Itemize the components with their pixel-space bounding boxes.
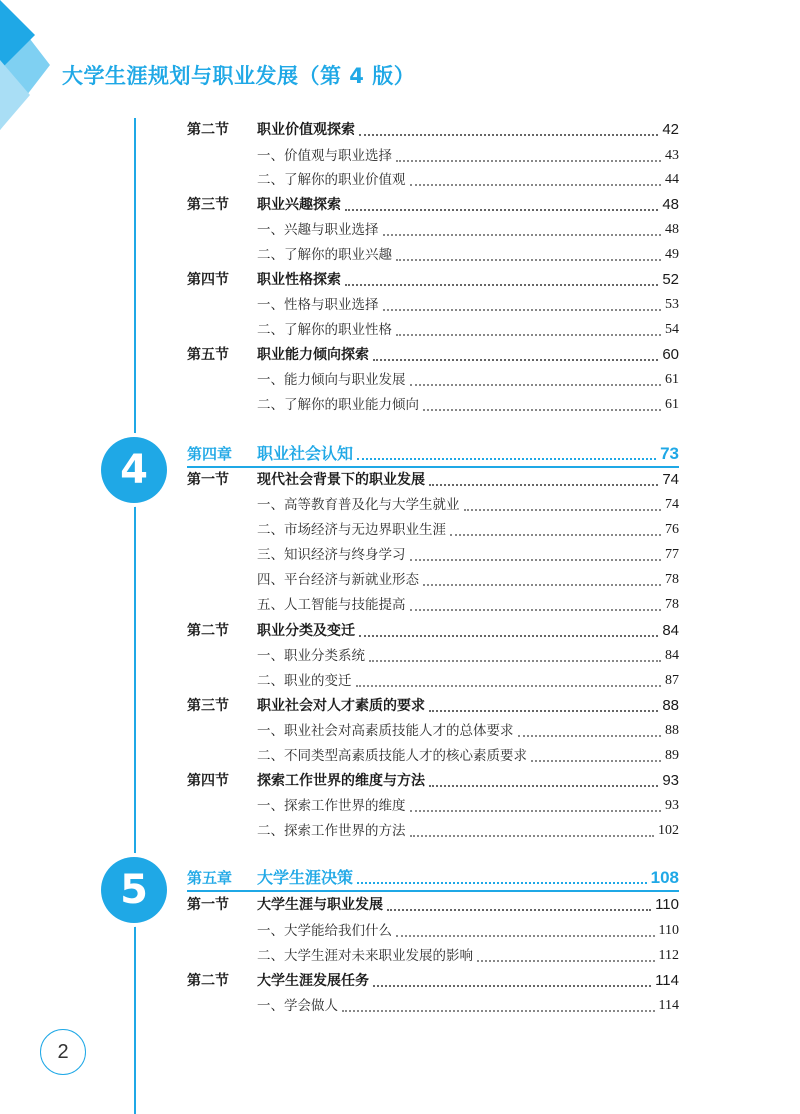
toc-section-label: 第一节 <box>187 472 229 488</box>
toc-section-row[interactable] <box>187 767 679 791</box>
toc-page-number: 61 <box>665 372 679 387</box>
toc-item-row[interactable] <box>187 591 679 615</box>
toc-section-row[interactable] <box>187 191 679 215</box>
toc-leader-dots <box>357 458 656 460</box>
toc-page-number: 49 <box>665 247 679 262</box>
toc-leader-dots <box>531 760 661 762</box>
toc-section-title: 大学生涯发展任务 <box>257 973 369 989</box>
toc-leader-dots <box>373 359 658 361</box>
toc-leader-dots <box>357 882 647 884</box>
toc-page-number: 114 <box>658 998 679 1013</box>
toc-page-number: 78 <box>665 572 679 587</box>
toc-leader-dots <box>429 710 658 712</box>
toc-chapter-title: 大学生涯决策 <box>257 868 354 887</box>
toc-section-title: 大学生涯与职业发展 <box>257 897 383 913</box>
toc-page-number: 87 <box>665 673 679 688</box>
toc-item-row[interactable] <box>187 391 679 415</box>
toc-item-title: 一、能力倾向与职业发展 <box>257 372 406 388</box>
toc-chapter-row[interactable] <box>187 440 679 464</box>
toc-item-row[interactable] <box>187 566 679 590</box>
toc-page-number: 108 <box>650 868 679 887</box>
toc-item-title: 一、性格与职业选择 <box>257 297 379 313</box>
toc-section-label: 第四节 <box>187 272 229 288</box>
toc-section-label: 第二节 <box>187 973 229 989</box>
toc-section-row[interactable] <box>187 116 679 140</box>
book-title: 大学生涯规划与职业发展（第 4 版） <box>62 64 416 88</box>
toc-section-row[interactable] <box>187 967 679 991</box>
toc-item-title: 二、了解你的职业能力倾向 <box>257 397 419 413</box>
toc-page-number: 54 <box>665 322 679 337</box>
toc-leader-dots <box>383 309 662 311</box>
toc-leader-dots <box>410 609 662 611</box>
toc-leader-dots <box>518 735 662 737</box>
toc-leader-dots <box>410 810 662 812</box>
chapter-5-badge: 5 <box>101 857 167 923</box>
toc-leader-dots <box>356 685 662 687</box>
toc-leader-dots <box>373 985 651 987</box>
toc-leader-dots <box>387 909 651 911</box>
toc-item-title: 一、兴趣与职业选择 <box>257 222 379 238</box>
toc-section-row[interactable] <box>187 692 679 716</box>
toc-leader-dots <box>396 160 661 162</box>
toc-section-label: 第二节 <box>187 623 229 639</box>
toc-leader-dots <box>383 234 662 236</box>
toc-leader-dots <box>342 1010 655 1012</box>
toc-item-title: 三、知识经济与终身学习 <box>257 547 406 563</box>
toc-section-title: 职业社会对人才素质的要求 <box>257 698 425 714</box>
toc-leader-dots <box>410 835 655 837</box>
toc-item-title: 一、探索工作世界的维度 <box>257 798 406 814</box>
toc-page-number: 43 <box>665 148 679 163</box>
corner-decoration <box>0 0 60 130</box>
toc-page-number: 89 <box>665 748 679 763</box>
toc-item-row[interactable] <box>187 316 679 340</box>
toc-page-number: 84 <box>665 648 679 663</box>
toc-item-title: 二、了解你的职业性格 <box>257 322 392 338</box>
toc-leader-dots <box>423 584 661 586</box>
toc-item-row[interactable] <box>187 491 679 515</box>
toc-leader-dots <box>477 960 655 962</box>
toc-page-number: 76 <box>665 522 679 537</box>
toc-page-number: 53 <box>665 297 679 312</box>
toc-chapter-label: 第五章 <box>187 869 233 887</box>
toc-page-number: 74 <box>665 497 679 512</box>
toc-item-row[interactable] <box>187 291 679 315</box>
toc-section-label: 第二节 <box>187 122 229 138</box>
toc-page-number: 73 <box>660 444 679 463</box>
toc-section-title: 职业性格探索 <box>257 272 341 288</box>
toc-leader-dots <box>423 409 661 411</box>
toc-section-row[interactable] <box>187 617 679 641</box>
toc-page-number: 60 <box>662 346 679 363</box>
toc-leader-dots <box>345 209 658 211</box>
toc-item-title: 五、人工智能与技能提高 <box>257 597 406 613</box>
toc-leader-dots <box>396 334 661 336</box>
timeline-line <box>134 118 136 1114</box>
toc-item-title: 二、了解你的职业价值观 <box>257 172 406 188</box>
toc-section-label: 第五节 <box>187 347 229 363</box>
toc-item-row[interactable] <box>187 792 679 816</box>
toc-section-label: 第三节 <box>187 698 229 714</box>
toc-item-row[interactable] <box>187 717 679 741</box>
toc-page-number: 44 <box>665 172 679 187</box>
toc-leader-dots <box>369 660 661 662</box>
toc-item-title: 一、高等教育普及化与大学生就业 <box>257 497 460 513</box>
toc-section-label: 第三节 <box>187 197 229 213</box>
toc-section-label: 第四节 <box>187 773 229 789</box>
toc-item-row[interactable] <box>187 917 679 941</box>
page-number: 2 <box>40 1029 86 1075</box>
toc-leader-dots <box>464 509 662 511</box>
toc-section-title: 职业兴趣探索 <box>257 197 341 213</box>
toc-leader-dots <box>410 384 662 386</box>
toc-page-number: 88 <box>662 697 679 714</box>
toc-item-title: 一、职业社会对高素质技能人才的总体要求 <box>257 723 514 739</box>
toc-item-row[interactable] <box>187 817 679 841</box>
toc-leader-dots <box>396 259 661 261</box>
toc-section-row[interactable] <box>187 891 679 915</box>
toc-item-title: 一、职业分类系统 <box>257 648 365 664</box>
toc-page-number: 110 <box>655 896 679 913</box>
toc-item-row[interactable] <box>187 216 679 240</box>
toc-section-title: 职业能力倾向探索 <box>257 347 369 363</box>
toc-leader-dots <box>410 184 662 186</box>
toc-leader-dots <box>359 134 658 136</box>
toc-page-number: 93 <box>665 798 679 813</box>
toc-section-title: 探索工作世界的维度与方法 <box>257 773 425 789</box>
toc-item-row[interactable] <box>187 992 679 1016</box>
toc-page-number: 52 <box>662 271 679 288</box>
toc-item-row[interactable] <box>187 942 679 966</box>
toc-item-title: 二、大学生涯对未来职业发展的影响 <box>257 948 473 964</box>
toc-section-title: 职业价值观探索 <box>257 122 355 138</box>
toc-page-number: 84 <box>662 622 679 639</box>
toc-page-number: 102 <box>658 823 679 838</box>
toc-item-title: 二、不同类型高素质技能人才的核心素质要求 <box>257 748 527 764</box>
toc-leader-dots <box>429 484 658 486</box>
toc-page-number: 114 <box>655 972 679 989</box>
toc-item-row[interactable] <box>187 742 679 766</box>
toc-leader-dots <box>396 935 655 937</box>
toc-page-number: 78 <box>665 597 679 612</box>
toc-section-title: 职业分类及变迁 <box>257 623 355 639</box>
toc-item-title: 一、学会做人 <box>257 998 338 1014</box>
toc-leader-dots <box>450 534 661 536</box>
toc-page-number: 110 <box>658 923 679 938</box>
toc-leader-dots <box>345 284 658 286</box>
toc-page-number: 48 <box>665 222 679 237</box>
toc-section-row[interactable] <box>187 266 679 290</box>
toc-section-row[interactable] <box>187 341 679 365</box>
toc-page-number: 74 <box>662 471 679 488</box>
toc-item-title: 二、市场经济与无边界职业生涯 <box>257 522 446 538</box>
toc-item-title: 四、平台经济与新就业形态 <box>257 572 419 588</box>
toc-leader-dots <box>410 559 662 561</box>
toc-item-row[interactable] <box>187 166 679 190</box>
toc-chapter-title: 职业社会认知 <box>257 444 354 463</box>
toc-page-number: 77 <box>665 547 679 562</box>
toc-leader-dots <box>359 635 658 637</box>
toc-page-number: 93 <box>662 772 679 789</box>
toc-leader-dots <box>429 785 658 787</box>
toc-section-row[interactable] <box>187 466 679 490</box>
toc-item-row[interactable] <box>187 241 679 265</box>
toc-item-row[interactable] <box>187 541 679 565</box>
toc-item-title: 二、职业的变迁 <box>257 673 352 689</box>
toc-item-title: 二、了解你的职业兴趣 <box>257 247 392 263</box>
toc-item-row[interactable] <box>187 142 679 166</box>
toc-page-number: 48 <box>662 196 679 213</box>
toc-section-title: 现代社会背景下的职业发展 <box>257 472 425 488</box>
toc-item-row[interactable] <box>187 366 679 390</box>
toc-item-title: 二、探索工作世界的方法 <box>257 823 406 839</box>
toc-item-title: 一、价值观与职业选择 <box>257 148 392 164</box>
toc-chapter-label: 第四章 <box>187 445 233 463</box>
toc-item-row[interactable] <box>187 516 679 540</box>
toc-item-title: 一、大学能给我们什么 <box>257 923 392 939</box>
toc-item-row[interactable] <box>187 667 679 691</box>
toc-chapter-row[interactable] <box>187 864 679 888</box>
toc-page-number: 42 <box>662 121 679 138</box>
toc-item-row[interactable] <box>187 642 679 666</box>
toc-section-label: 第一节 <box>187 897 229 913</box>
toc-page-number: 61 <box>665 397 679 412</box>
chapter-4-badge: 4 <box>101 437 167 503</box>
toc-page-number: 88 <box>665 723 679 738</box>
toc-page-number: 112 <box>658 948 679 963</box>
